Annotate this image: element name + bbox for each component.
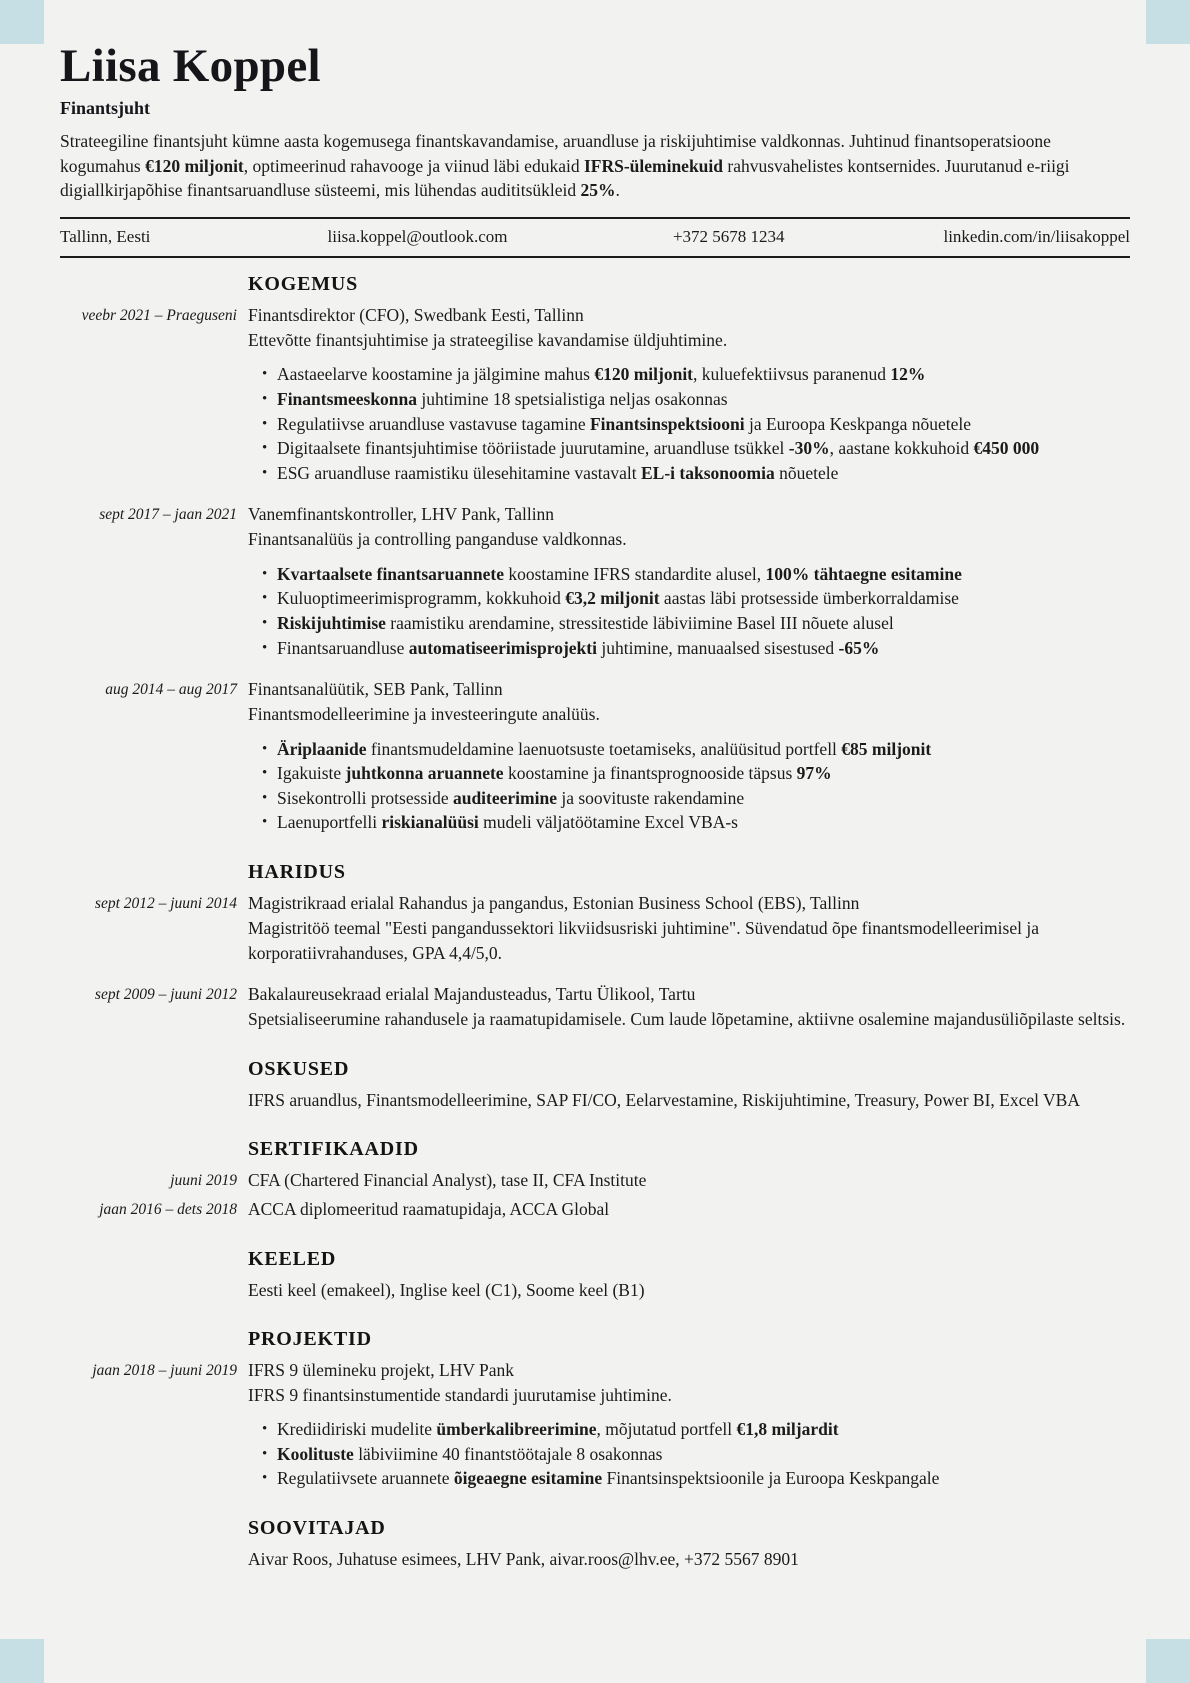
entry-date: jaan 2016 – dets 2018 [99, 1200, 237, 1218]
section-heading-cell [248, 861, 1130, 884]
corner-decoration-bottom-right [1146, 1639, 1190, 1683]
entry [60, 303, 1130, 485]
bold-text: automatiseerimisprojekti [408, 637, 597, 658]
bullet-item [248, 1417, 1130, 1442]
entry-content [248, 891, 1130, 965]
entry-text: IFRS aruandlus, Finantsmodelleerimine, SAP FI/CO, Eelarvestamine, Riskijuhtimine, Treasury, Power BI, Excel VBA [248, 1089, 1080, 1110]
bold-text: IFRS-üleminekuid [583, 155, 724, 176]
entry-content [248, 303, 1130, 485]
entry-title: IFRS 9 ülemineku projekt, LHV Pank [248, 1359, 515, 1380]
entry [60, 891, 1130, 965]
section-heading-row [60, 273, 1130, 296]
bold-text: €120 miljonit [145, 155, 244, 176]
date-column-spacer [60, 1058, 237, 1081]
entry [60, 1088, 1130, 1112]
bullet-item [248, 586, 1130, 611]
contact-phone: +372 5678 1234 [672, 226, 785, 246]
section-heading-row [60, 1058, 1130, 1081]
person-name: Liisa Koppel [60, 40, 321, 92]
entry-text: Eesti keel (emakeel), Inglise keel (C1), Soome keel (B1) [248, 1279, 645, 1300]
section-heading-row [60, 1517, 1130, 1540]
bullet-item [248, 737, 1130, 762]
bold-text: 97% [796, 763, 832, 784]
entry-title: Bakalaureusekraad erialal Majandusteadus, Tartu Ülikool, Tartu [248, 984, 696, 1005]
entry-content [248, 677, 1130, 835]
bold-text: EL-i taksonoomia [641, 462, 775, 483]
contact-email[interactable]: liisa.koppel@outlook.com [327, 226, 508, 246]
text: ja soovituste rakendamine [556, 787, 745, 808]
entry-date: jaan 2018 – juuni 2019 [92, 1361, 237, 1379]
bold-text: Koolituste [277, 1443, 354, 1464]
text: Aastaeelarve koostamine ja jälgimine mahus [277, 364, 595, 385]
bullet-list [248, 562, 1130, 660]
text: raamistiku arendamine, stressitestide läbiviimine Basel III nõuete alusel [385, 613, 894, 633]
entry-content [248, 1278, 1130, 1302]
bold-text: €3,2 miljonit [565, 588, 660, 609]
text: . [615, 180, 620, 201]
entry-title: Finantsanalüütik, SEB Pank, Tallinn [248, 679, 503, 700]
bold-text: riskianalüüsi [381, 812, 479, 833]
text: Krediidiriski mudelite [277, 1419, 437, 1440]
text: Igakuiste [277, 763, 346, 784]
entry-content [248, 1197, 1130, 1222]
section-heading: HARIDUS [248, 861, 346, 884]
bullet-list [248, 737, 1130, 835]
text: koostamine IFRS standardite alusel, [504, 563, 766, 584]
entry-subtitle: Magistritöö teemal "Eesti pangandussektori likviidsusriski juhtimine". Süvendatud õpe finantsmodelleerimisel ja korporatiivrahanduses, GPA 4,4/5,0. [248, 918, 1039, 963]
text: rahvusvahelistes kontsernides. Juurutanud e-riigi digiallkirjapõhise finantsaruandluse süsteemi, mis lühendas audititsükleid [60, 155, 1070, 201]
date-column-spacer [60, 1517, 237, 1540]
bullet-item [248, 761, 1130, 786]
text: Kuluoptimeerimisprogramm, kokkuhoid [277, 588, 566, 609]
bold-text: -30% [788, 438, 830, 459]
section-heading-row [60, 861, 1130, 884]
bullet-item [248, 1466, 1130, 1491]
entry-date: sept 2017 – jaan 2021 [99, 506, 237, 524]
section-heading: PROJEKTID [248, 1327, 372, 1350]
text: Regulatiivse aruandluse vastavuse tagamine [277, 413, 590, 434]
section-heading: KEELED [248, 1247, 337, 1270]
text: finantsmudeldamine laenuotsuste toetamiseks, analüüsitud portfell [366, 738, 842, 759]
entry-title: Magistrikraad erialal Rahandus ja pangandus, Estonian Business School (EBS), Tallinn [248, 893, 860, 914]
entry-content [248, 1168, 1130, 1193]
entry [60, 1547, 1130, 1571]
bold-text: auditeerimine [452, 787, 557, 808]
section-heading-cell [248, 1058, 1130, 1081]
section-heading: SERTIFIKAADID [248, 1137, 419, 1160]
bullet-list [248, 362, 1130, 485]
bullet-list [248, 1417, 1130, 1491]
text: Strateegiline finantsjuht kümne aasta kogemusega finantskavandamise, aruandluse ja riskijuhtimise valdkonnas. Juhtinud finantsoperatsioone kogumahus [60, 131, 1051, 176]
bullet-item [248, 1442, 1130, 1467]
bold-text: €120 miljonit [594, 364, 694, 385]
bold-text: Äriplaanide [277, 738, 367, 759]
entry-content [248, 502, 1130, 660]
section-heading-cell [248, 1138, 1130, 1161]
contact-location: Tallinn, Eesti [60, 226, 151, 246]
entry-content [248, 1547, 1130, 1571]
section-heading-cell [248, 1328, 1130, 1351]
bold-text: 25% [580, 180, 616, 201]
bold-text: Finantsmeeskonna [277, 388, 418, 409]
section-heading: OSKUSED [248, 1057, 350, 1080]
bold-text: Finantsinspektsiooni [589, 413, 745, 434]
bullet-item [248, 461, 1130, 486]
text: ESG aruandluse raamistiku ülesehitamine vastavalt [277, 462, 641, 483]
summary-paragraph [60, 129, 1130, 203]
section-heading-cell [248, 273, 1130, 296]
bullet-item [248, 436, 1130, 461]
person-job-title: Finantsjuht [60, 98, 151, 119]
entry [60, 677, 1130, 835]
date-column-spacer [60, 1138, 237, 1161]
section-heading-cell [248, 1517, 1130, 1540]
bullet-item [248, 562, 1130, 587]
entry-date [60, 1547, 237, 1571]
text: koostamine ja finantsprognooside täpsus [503, 763, 797, 784]
section-heading-row [60, 1248, 1130, 1271]
text: juhtimine 18 spetsialistiga neljas osakonnas [417, 388, 728, 409]
entry [60, 1168, 1130, 1193]
bullet-item [248, 412, 1130, 437]
entry [60, 982, 1130, 1032]
entry-date: juuni 2019 [170, 1171, 237, 1189]
date-column-spacer [60, 1248, 237, 1271]
text: juhtimine, manuaalsed sisestused [596, 637, 839, 658]
bold-text: €450 000 [973, 438, 1040, 459]
contact-linkedin[interactable]: linkedin.com/in/liisakoppel [943, 226, 1130, 246]
date-column-spacer [60, 273, 237, 296]
entry [60, 1197, 1130, 1222]
text: Laenuportfelli [277, 812, 382, 833]
bullet-item [248, 387, 1130, 412]
section-heading-row [60, 1328, 1130, 1351]
bold-text: juhtkonna aruannete [345, 763, 504, 784]
text: Digitaalsete finantsjuhtimise tööriistade juurutamine, aruandluse tsükkel [277, 438, 789, 459]
text: , kuluefektiivsus paranenud [693, 364, 891, 385]
text: Finantsaruandluse [277, 637, 409, 658]
entry [60, 502, 1130, 660]
section-heading: SOOVITAJAD [248, 1516, 386, 1539]
corner-decoration-bottom-left [0, 1639, 44, 1683]
text: aastas läbi protsesside ümberkorraldamise [659, 588, 959, 609]
entry-subtitle: IFRS 9 finantsinstumentide standardi juurutamise juhtimine. [248, 1384, 672, 1405]
bullet-item [248, 362, 1130, 387]
entry-subtitle: Finantsmodelleerimine ja investeeringute analüüs. [248, 704, 600, 725]
bullet-item [248, 611, 1130, 636]
entry-date: sept 2009 – juuni 2012 [94, 986, 237, 1004]
entry-title: CFA (Chartered Financial Analyst), tase II, CFA Institute [248, 1169, 647, 1190]
section-heading-row [60, 1138, 1130, 1161]
bold-text: 100% tähtaegne esitamine [765, 563, 962, 584]
entry-content [248, 1088, 1130, 1112]
entry-date [60, 1088, 237, 1112]
text: Regulatiivsete aruannete [277, 1468, 454, 1489]
text: mudeli väljatöötamine Excel VBA-s [478, 812, 738, 833]
bold-text: Kvartaalsete finantsaruannete [277, 563, 504, 584]
bullet-item [248, 810, 1130, 835]
date-column-spacer [60, 861, 237, 884]
bold-text: €1,8 miljardit [736, 1419, 839, 1440]
entry-date: sept 2012 – juuni 2014 [94, 895, 237, 913]
resume-header [60, 0, 1130, 203]
entry-date: aug 2014 – aug 2017 [105, 681, 237, 699]
entry-content [248, 1358, 1130, 1491]
bold-text: -65% [838, 637, 880, 658]
entry-content [248, 982, 1130, 1032]
text: , aastane kokkuhoid [829, 438, 974, 459]
bold-text: 12% [890, 364, 926, 385]
entry [60, 1358, 1130, 1491]
entry [60, 1278, 1130, 1302]
bold-text: Riskijuhtimise [277, 613, 386, 633]
entry-title: ACCA diplomeeritud raamatupidaja, ACCA Global [248, 1198, 610, 1219]
date-column-spacer [60, 1328, 237, 1351]
text: , mõjutatud portfell [596, 1419, 737, 1440]
bullet-item [248, 786, 1130, 811]
section-heading-cell [248, 1248, 1130, 1271]
bold-text: õigeaegne esitamine [453, 1468, 603, 1489]
entry-date [60, 1278, 237, 1302]
contact-bar [60, 217, 1130, 258]
section-heading: KOGEMUS [248, 272, 359, 295]
bold-text: €85 miljonit [841, 738, 932, 759]
text: läbiviimine 40 finantstöötajale 8 osakonnas [353, 1443, 663, 1464]
entry-subtitle: Ettevõtte finantsjuhtimise ja strateegilise kavandamise üldjuhtimine. [248, 329, 728, 350]
sections [60, 273, 1130, 1571]
entry-title: Finantsdirektor (CFO), Swedbank Eesti, Tallinn [248, 304, 584, 325]
entry-subtitle: Spetsialiseerumine rahandusele ja raamatupidamisele. Cum laude lõpetamine, aktiivne osalemine majandusüliõpilaste seltsis. [248, 1009, 1126, 1030]
text: Sisekontrolli protsesside [277, 787, 453, 808]
entry-text: Aivar Roos, Juhatuse esimees, LHV Pank, aivar.roos@lhv.ee, +372 5567 8901 [248, 1548, 799, 1569]
entry-subtitle: Finantsanalüüs ja controlling panganduse valdkonnas. [248, 529, 627, 550]
entry-date: veebr 2021 – Praeguseni [81, 306, 237, 324]
text: nõuetele [774, 462, 839, 483]
text: , optimeerinud rahavooge ja viinud läbi edukaid [243, 155, 584, 176]
corner-decoration-top-left [0, 0, 44, 44]
corner-decoration-top-right [1146, 0, 1190, 44]
bullet-item [248, 636, 1130, 661]
text: ja Euroopa Keskpanga nõuetele [744, 413, 972, 434]
entry-title: Vanemfinantskontroller, LHV Pank, Tallinn [248, 504, 555, 525]
bold-text: ümberkalibreerimine [436, 1419, 597, 1440]
text: Finantsinspektsioonile ja Euroopa Keskpangale [602, 1468, 940, 1489]
